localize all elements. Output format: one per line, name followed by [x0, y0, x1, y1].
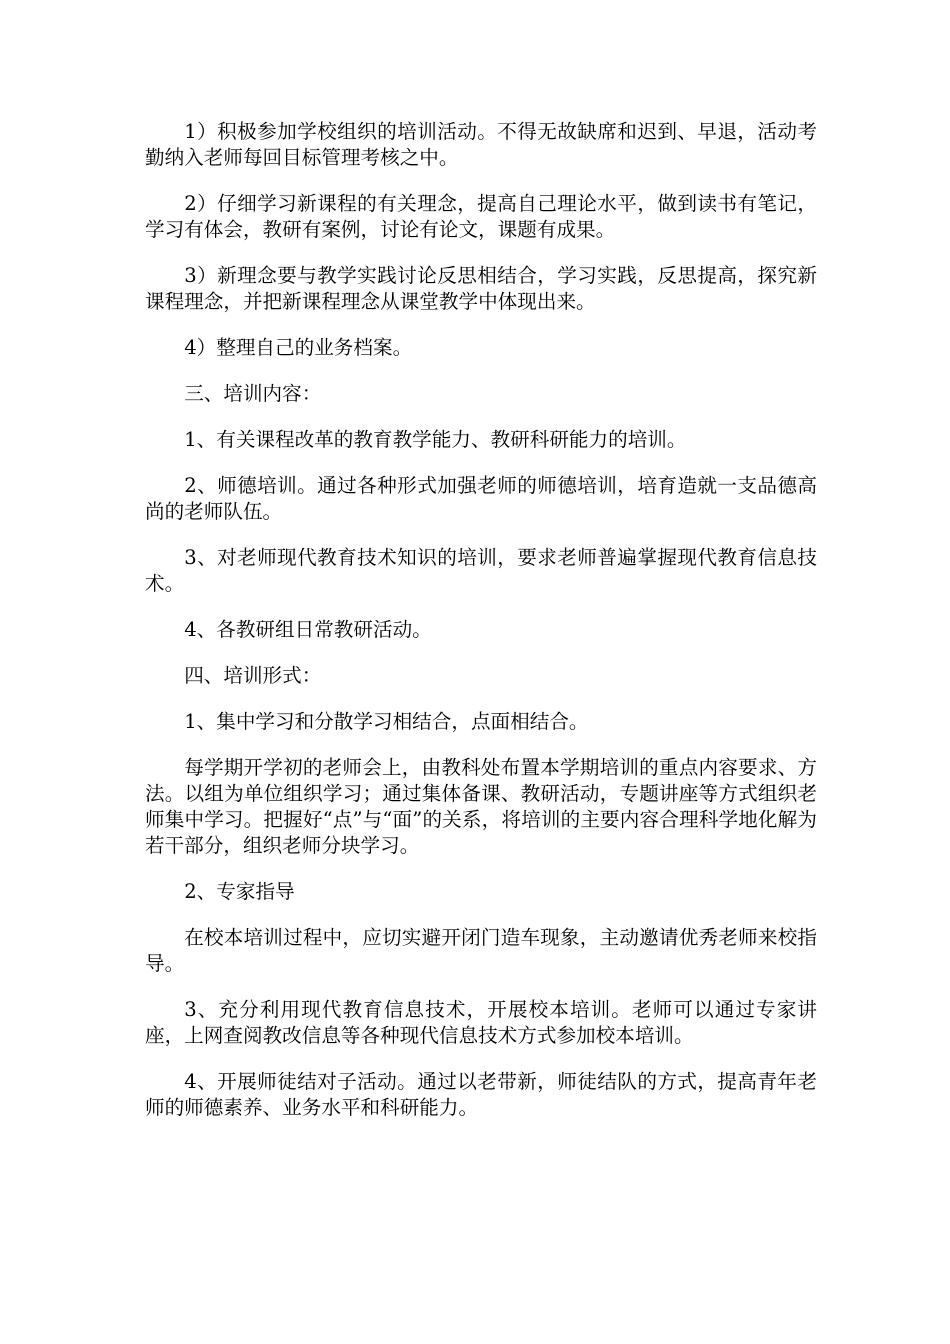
paragraph-commitment-2: 2）仔细学习新课程的有关理念，提高自己理论水平，做到读书有笔记，学习有体会，教研有案例，讨论有论文，课题有成果。 — [145, 192, 817, 241]
paragraph-form-2: 2、专家指导 — [184, 880, 295, 903]
paragraph-content-3: 3、对老师现代教育技术知识的培训，要求老师普遍掌握现代教育信息技术。 — [145, 546, 817, 595]
section-heading-training-content: 三、培训内容： — [184, 382, 322, 405]
paragraph-form-4: 4、开展师徒结对子活动。通过以老带新，师徒结队的方式，提高青年老师的师德素养、业务水平和科研能力。 — [145, 1070, 817, 1119]
paragraph-form-3: 3、充分利用现代教育信息技术，开展校本培训。老师可以通过专家讲座，上网查阅教改信息等各种现代信息技术方式参加校本培训。 — [145, 998, 817, 1047]
paragraph-form-1: 1、集中学习和分散学习相结合，点面相结合。 — [184, 710, 589, 733]
paragraph-commitment-3: 3）新理念要与教学实践讨论反思相结合，学习实践，反思提高，探究新课程理念，并把新课程理念从课堂教学中体现出来。 — [145, 264, 817, 313]
paragraph-commitment-4: 4）整理自己的业务档案。 — [184, 336, 413, 359]
paragraph-content-1: 1、有关课程改革的教育教学能力、教研科研能力的培训。 — [184, 428, 687, 451]
paragraph-form-1-detail: 每学期开学初的老师会上，由教科处布置本学期培训的重点内容要求、方法。以组为单位组织学习；通过集体备课、教研活动，专题讲座等方式组织老师集中学习。把握好“点”与“面”的关系，将培训的主要内容合理科学地化解为若干部分，组织老师分块学习。 — [145, 756, 817, 857]
section-heading-training-form: 四、培训形式： — [184, 664, 322, 687]
paragraph-content-4: 4、各教研组日常教研活动。 — [184, 618, 432, 641]
paragraph-form-2-detail: 在校本培训过程中，应切实避开闭门造车现象，主动邀请优秀老师来校指导。 — [145, 926, 817, 975]
paragraph-commitment-1: 1）积极参加学校组织的培训活动。不得无故缺席和迟到、早退，活动考勤纳入老师每回目标管理考核之中。 — [145, 120, 817, 169]
paragraph-content-2: 2、师德培训。通过各种形式加强老师的师德培训，培育造就一支品德高尚的老师队伍。 — [145, 474, 817, 523]
document-body — [145, 119, 817, 1141]
